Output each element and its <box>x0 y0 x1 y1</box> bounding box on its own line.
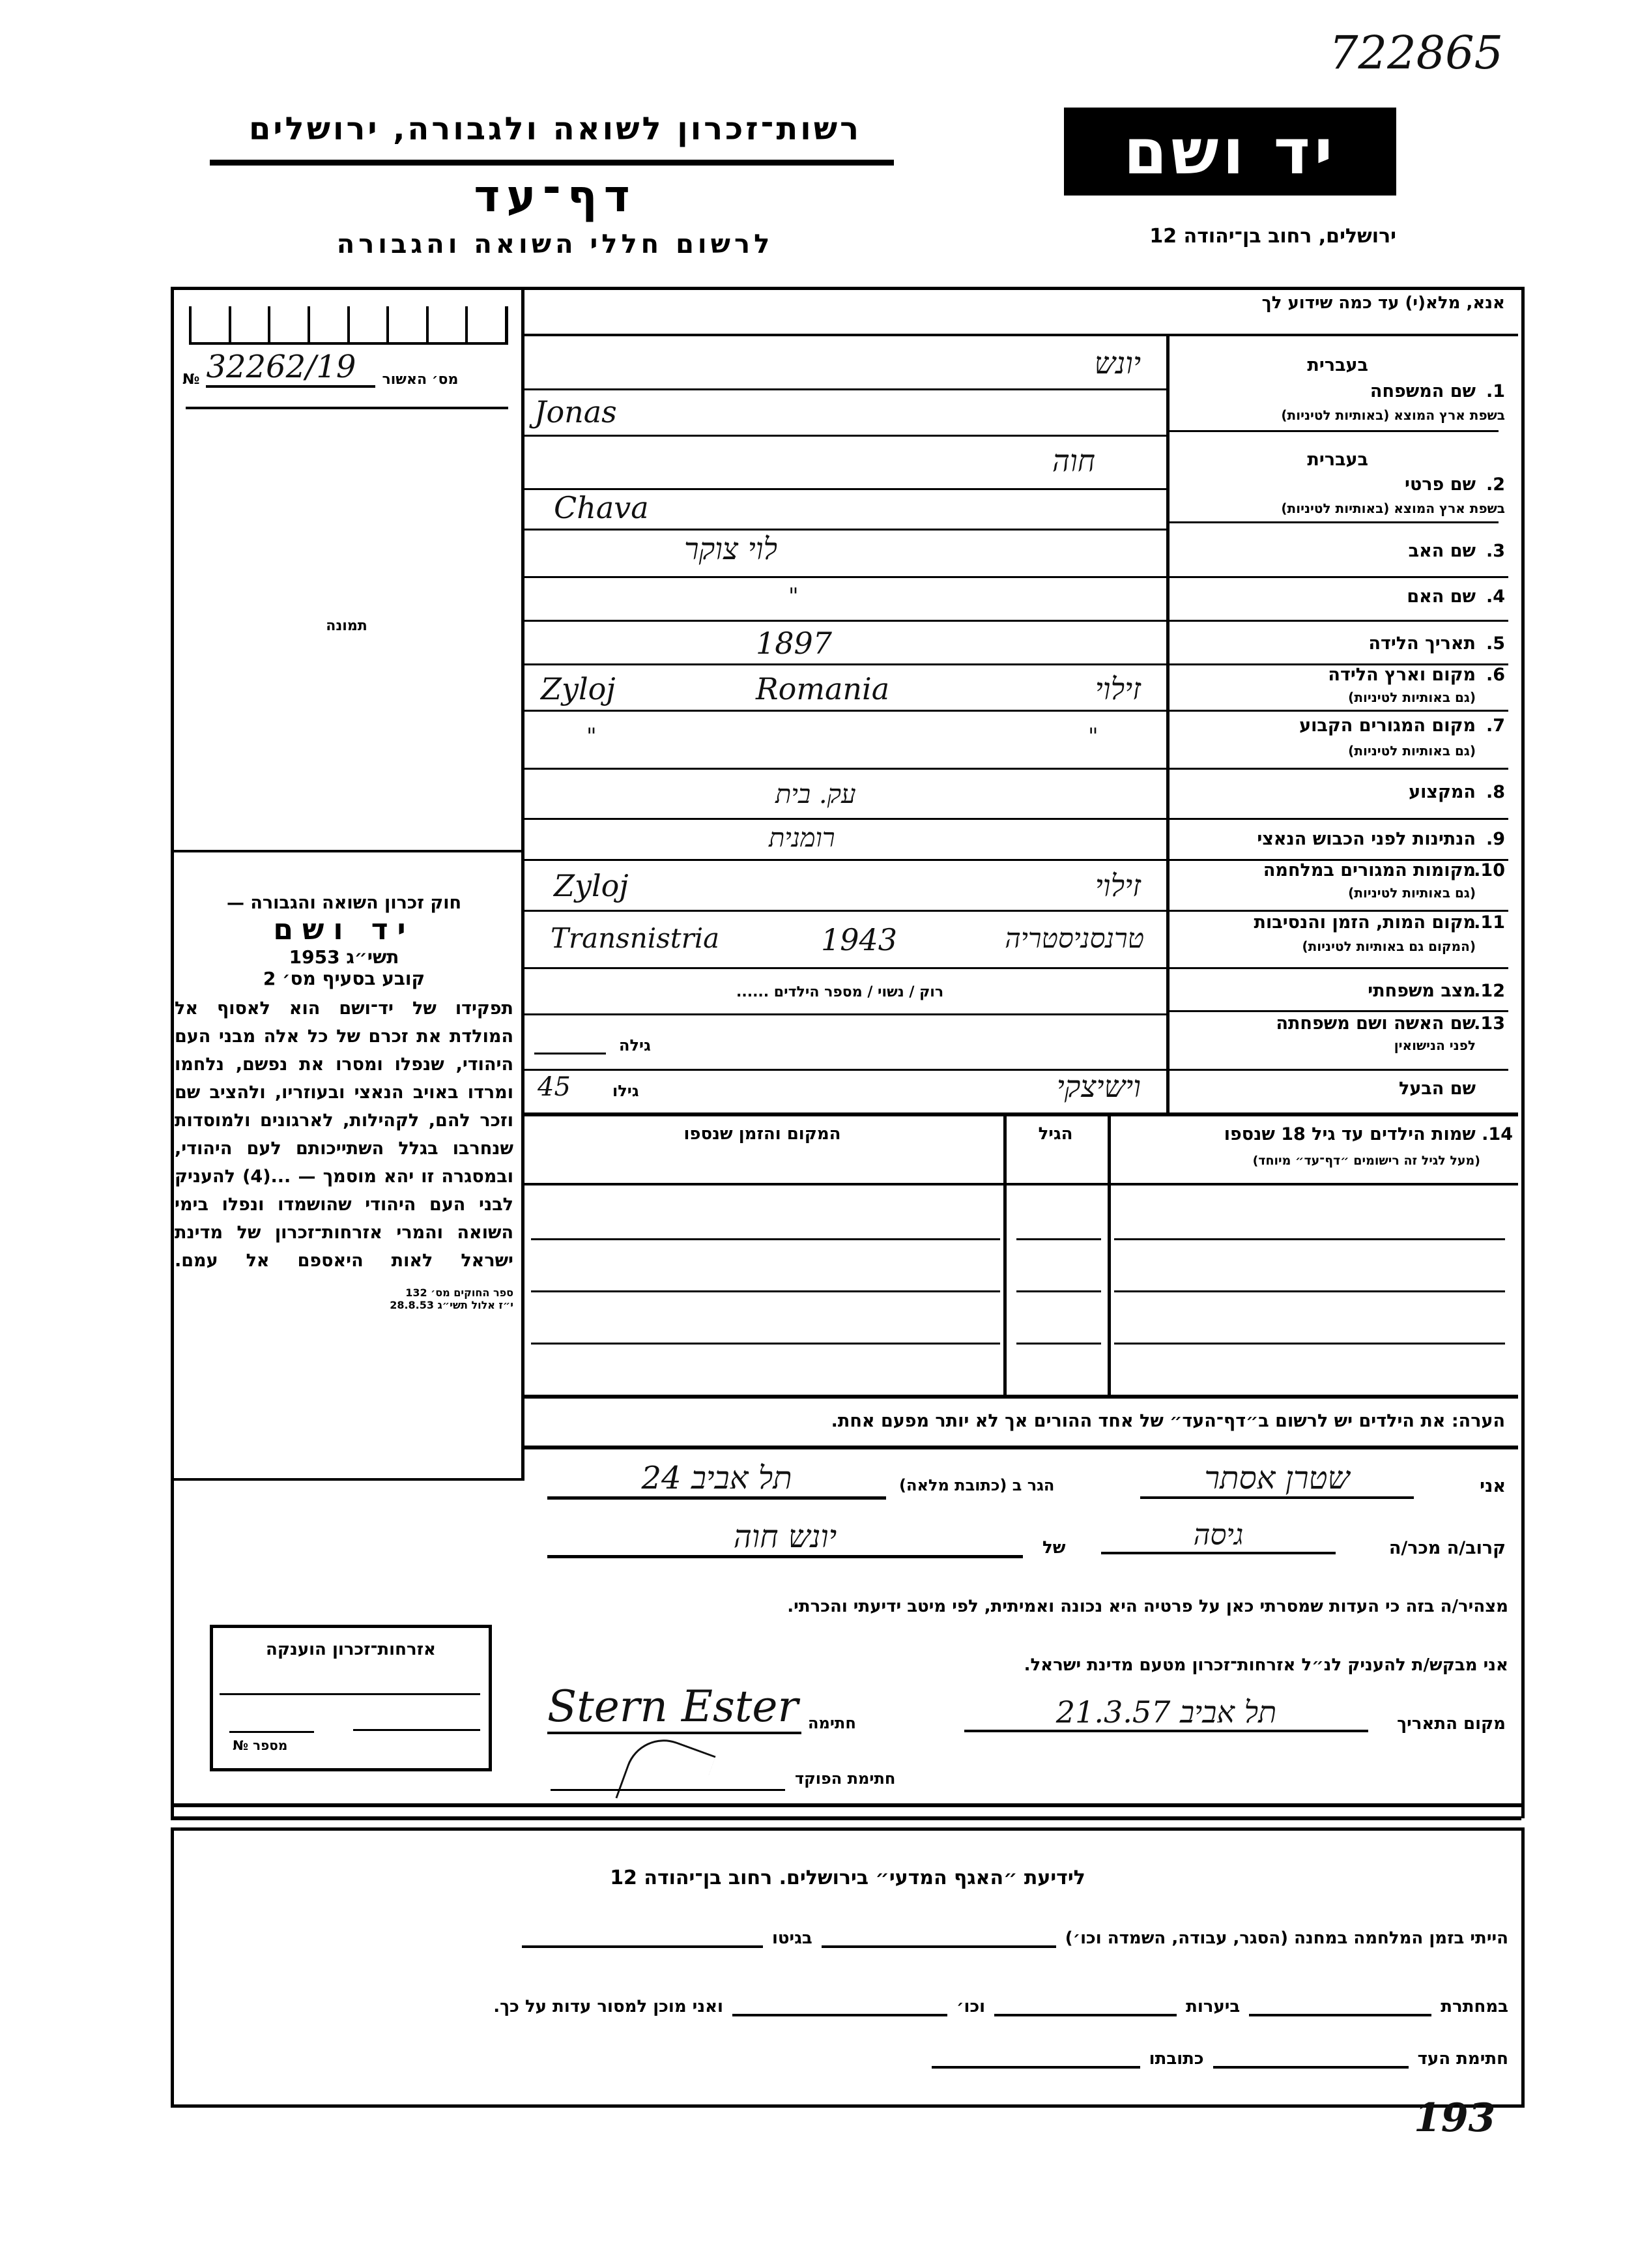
first-name-latin[interactable]: Chava <box>554 490 649 525</box>
forests-label: ביערות <box>1186 1997 1241 2016</box>
field-11-sub: (המקום גם באותיות לטיניות) <box>1302 938 1476 954</box>
testify-statement: ואני מוכן למסור עדות על כך. <box>493 1997 723 2016</box>
marital-status-options[interactable]: רוק / נשוי / מספר הילדים ...... <box>736 984 944 1000</box>
archive-number: 722865 <box>1329 26 1504 80</box>
field-13-num: 13. <box>1474 1013 1505 1034</box>
code-digit-boxes[interactable] <box>189 306 508 345</box>
death-place-latin[interactable]: Transnistria <box>551 922 720 954</box>
law-name: יד ושם <box>273 913 415 946</box>
field-1-sub-latin: בשפת ארץ המוצא (באותיות לטיניות) <box>1281 407 1505 423</box>
underground-field[interactable] <box>1249 2014 1431 2016</box>
lower-title: לידיעת ״האגף המדעי״ בירושלים. רחוב בן־יהודה 12 <box>610 1867 1085 1889</box>
field-7-num: 7. <box>1485 716 1505 736</box>
camp-field[interactable] <box>822 1945 1056 1948</box>
photo-label: תמונה <box>326 618 367 634</box>
witness-name[interactable]: שטרן אסתר <box>1140 1460 1414 1499</box>
approval-number-row <box>182 349 508 388</box>
award-box <box>210 1625 492 1771</box>
instruction: אנא, מלא(י) עד כמה שידוע לך <box>1261 293 1505 313</box>
award-number-label: מספר № <box>233 1737 288 1753</box>
field-2-num: 2. <box>1485 474 1505 495</box>
underground-label: במחתרת <box>1441 1997 1508 2016</box>
death-year[interactable]: 1943 <box>821 922 898 957</box>
field-1-num: 1. <box>1485 381 1505 401</box>
place-date-label: מקום התאריך <box>1397 1714 1506 1734</box>
field-11-label: מקום המות, הזמן והנסיבות <box>1254 912 1476 933</box>
mother-name[interactable]: " <box>788 583 799 609</box>
request-statement: אני מבקש/ת להעניק לנ״ל אזרחות־זכרון מטעם מדינת ישראל. <box>1024 1655 1508 1675</box>
camp-label: הייתי בזמן המלחמה במחנה (הסגר, עבודה, השמדה וכו׳) <box>1065 1928 1508 1948</box>
field-2-sub-hebrew: בעברית <box>1307 450 1368 470</box>
approval-number[interactable]: 32262/19 <box>206 349 375 388</box>
family-name-hebrew[interactable]: יונש <box>1094 345 1141 381</box>
lower-row-1 <box>192 1928 1508 1948</box>
field-6-label: מקום וארץ הלידה <box>1328 665 1476 685</box>
lower-row-2 <box>192 1997 1508 2016</box>
wartime-residence-hebrew[interactable]: זילוי <box>1095 868 1141 903</box>
residence-ditto[interactable]: " <box>586 723 597 749</box>
birthplace-latin[interactable]: Zyloj <box>541 671 616 706</box>
death-place-hebrew[interactable]: טרנסניסטריה <box>1005 922 1144 954</box>
left-column-bottom <box>171 1478 524 1481</box>
field-4-num: 4. <box>1485 587 1505 607</box>
field-2-sub-latin: בשפת ארץ המוצא (באותיות לטיניות) <box>1281 501 1505 516</box>
field-3-num: 3. <box>1485 541 1505 561</box>
residence-ditto-2[interactable]: " <box>1088 723 1098 749</box>
witness-address-field[interactable] <box>932 2066 1140 2069</box>
witness-address-label: כתובתו <box>1149 2049 1204 2069</box>
children-note: הערה: את הילדים יש לרשום ב״דף־העד״ של אחד ההורים אך לא יותר מפעם אחת. <box>831 1411 1505 1431</box>
field-2-label: שם פרטי <box>1405 474 1476 495</box>
field-12-label: מצב משפחתי <box>1368 981 1476 1001</box>
children-header-age: הגיל <box>1038 1124 1073 1144</box>
field-5-num: 5. <box>1485 633 1505 654</box>
field-10-sub: (גם באותיות לטיניות) <box>1348 885 1476 901</box>
profession[interactable]: עק. בית <box>775 779 856 809</box>
field-8-label: המקצוע <box>1409 782 1476 802</box>
field-6-num: 6. <box>1485 665 1505 685</box>
header-rule <box>210 160 894 166</box>
field-1-sub-hebrew: בעברית <box>1307 355 1368 375</box>
scientific-dept-box <box>171 1827 1525 2108</box>
approval-label: מס׳ האשור <box>382 371 459 388</box>
husband-name[interactable]: וישיצקי <box>1056 1069 1141 1104</box>
law-excerpt <box>175 893 513 1311</box>
field-8-num: 8. <box>1485 782 1505 802</box>
witness-sig-field[interactable] <box>1213 2066 1409 2069</box>
relation-label: קרוב/ה מכר/ה <box>1388 1538 1506 1558</box>
frame-bottom-rule <box>171 1803 1521 1807</box>
field-7-sub: (גם באותיות לטיניות) <box>1348 743 1476 759</box>
field-4-label: שם האם <box>1407 587 1476 607</box>
husband-age-label: גילו <box>612 1082 639 1100</box>
field-6-sub: (גם באותיות לטיניות) <box>1348 690 1476 705</box>
ghetto-label: בגיטו <box>771 1928 812 1948</box>
field-5-label: תאריך הלידה <box>1368 633 1476 654</box>
gazette-line-1: ספר החוקים מס׳ 132 <box>405 1287 513 1299</box>
family-name-latin[interactable]: Jonas <box>534 394 617 429</box>
field-13-label: שם האשה ושם משפחתה <box>1276 1013 1476 1034</box>
field-7-label: מקום המגורים הקבוע <box>1299 716 1476 736</box>
lower-row-3 <box>932 2049 1508 2069</box>
witness-address[interactable]: תל אביב 24 <box>547 1460 886 1500</box>
award-title: אזרחות־זכרון הוענקה <box>266 1640 436 1659</box>
birth-country[interactable]: Romania <box>756 671 890 706</box>
field-9-label: הנתינות לפני הכבוש הנאצי <box>1257 829 1476 849</box>
nationality[interactable]: רומנית <box>769 823 835 853</box>
field-11-num: 11. <box>1474 912 1505 933</box>
birthplace-hebrew[interactable]: זילוי <box>1095 671 1141 706</box>
approval-rule <box>186 407 508 409</box>
law-year: תשי״ג 1953 <box>289 946 399 968</box>
official-signature-label: חתימת הפוקד <box>795 1769 896 1788</box>
form-subtitle: לרשום חללי השואה והגבורה <box>336 229 774 259</box>
father-name[interactable]: לוי צוקר <box>684 531 778 566</box>
i-label: אני <box>1480 1476 1506 1496</box>
field-9-num: 9. <box>1485 829 1505 849</box>
field-10-num: 10. <box>1474 860 1505 880</box>
children-header-note: (מעל לגיל זה רישומים ״דף־עד״ מיוחד) <box>1252 1154 1480 1168</box>
victim-name-ref[interactable]: יונש חוה <box>547 1519 1023 1558</box>
wife-age-label: גילה <box>619 1036 651 1054</box>
of-label: של <box>1042 1538 1066 1558</box>
children-header-names: 14. שמות הילדים עד גיל 18 שנספו <box>1224 1124 1513 1144</box>
field-labels <box>1170 0 1518 1114</box>
law-heading: חוק זכרון השואה והגבורה — <box>226 893 462 913</box>
wartime-residence-latin[interactable]: Zyloj <box>554 868 629 903</box>
field-12-num: 12. <box>1474 981 1505 1001</box>
field-1-label: שם המשפחה <box>1370 381 1476 401</box>
law-clause: קובע בסעיף מס׳ 2 <box>263 968 425 989</box>
place-date-value[interactable]: תל אביב 21.3.57 <box>964 1694 1368 1732</box>
law-text: תפקידו של יד־ושם הוא לאסוף אל המולדת את זכרם של כל אלה מבני העם היהודי, שנפלו ומסרו את נפשם, נלחמו ומרדו באויב הנאצי ובעוזריו, ולהציב שם וזכר להם, לקהילות, לארגונים ולמוסדות שנחרבו בגלל השתייכותם לעם היהודי, ובמסגרה זו יהא מוסמך — ...(4) להעניק לבני העם היהודי שהושמדו ונפלו בימי השואה והמרי אזרחות־זכרון של מדינת ישראל לאות היאספם אל עמם. <box>175 998 513 1271</box>
declaration-statement: מצהיר/ה בזה כי העדות שמסרתי כאן על פרטיה היא נכונה ואמיתית, לפי מיטב ידיעתי והכרתי. <box>787 1597 1508 1616</box>
husband-label: שם הבעל <box>1398 1079 1476 1099</box>
number-sign: № <box>182 371 200 388</box>
relation-value[interactable]: גיסה <box>1101 1519 1336 1554</box>
witness-signature[interactable]: Stern Ester <box>547 1681 801 1734</box>
children-table-rows[interactable] <box>524 1186 1518 1395</box>
field-13-sub: לפני הנישואין <box>1394 1038 1476 1053</box>
signature-label: חתימה <box>808 1714 856 1732</box>
children-header-place: המקום והזמן שנספו <box>683 1124 841 1144</box>
forests-field[interactable] <box>994 2014 1177 2016</box>
field-10-label: מקומות המגורים במלחמה <box>1263 860 1476 880</box>
address: ירושלים, רחוב בן־יהודה 12 <box>1149 225 1396 248</box>
children-table-top <box>521 1112 1518 1116</box>
residing-label: הגר ב (כתובת מלאה) <box>899 1476 1055 1494</box>
etc-label: וכו׳ <box>956 1997 986 2016</box>
witness-sig-label: חתימת העד <box>1417 2049 1508 2069</box>
page-number: 193 <box>1414 2095 1496 2141</box>
frame-bottom-rule-2 <box>171 1816 1521 1820</box>
ghetto-field[interactable] <box>522 1945 763 1948</box>
gazette-line-2: י״ז אלול תשי״ג 28.8.53 <box>390 1299 513 1311</box>
etc-field[interactable] <box>732 2014 947 2016</box>
logo-text: יד ושם <box>1123 115 1337 188</box>
field-3-label: שם האב <box>1408 541 1476 561</box>
first-name-hebrew[interactable]: חוה <box>1052 443 1095 478</box>
organization-name: רשות־זכרון לשואה ולגבורה, ירושלים <box>248 111 862 147</box>
husband-age[interactable]: 45 <box>538 1072 571 1102</box>
birth-date[interactable]: 1897 <box>756 626 833 661</box>
form-title: דף־עד <box>474 171 637 222</box>
photo-rule <box>171 850 523 852</box>
